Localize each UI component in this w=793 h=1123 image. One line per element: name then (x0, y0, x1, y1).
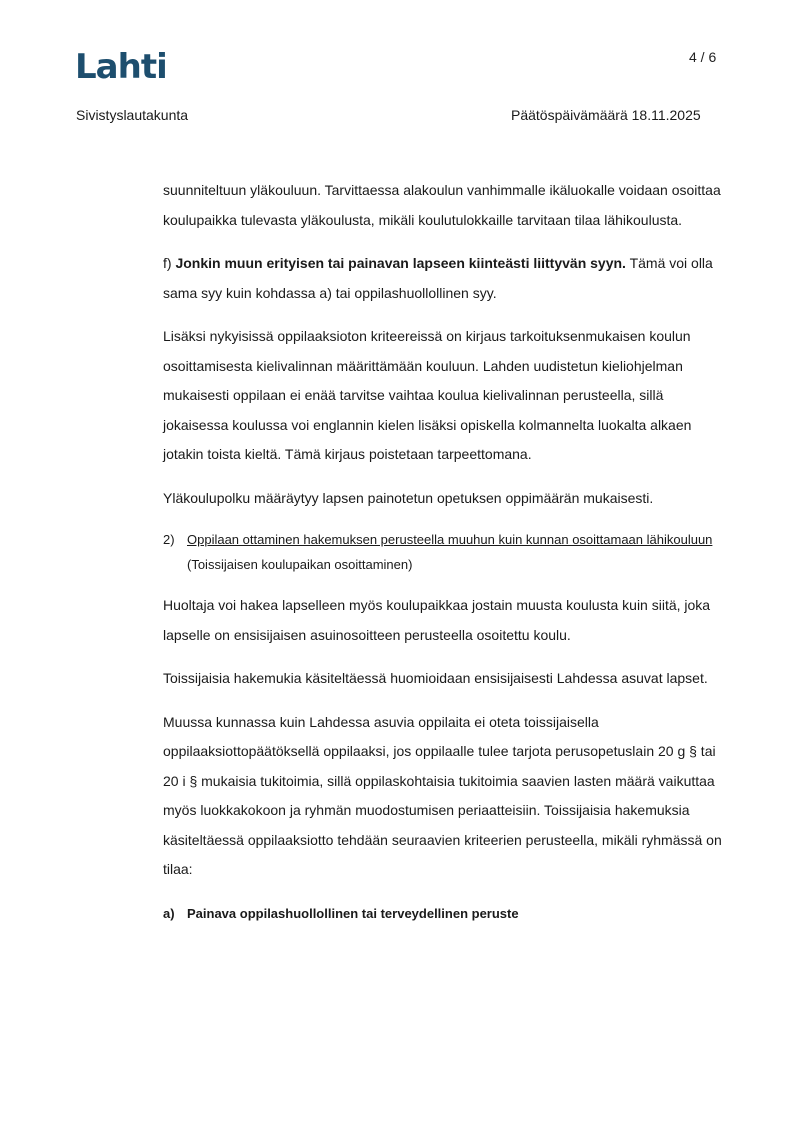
item-number: 2) (163, 532, 175, 547)
section-link[interactable]: Oppilaan ottaminen hakemuksen perusteella muuhun kuin kunnan osoittamaan lähikouluun (187, 532, 713, 547)
paragraph-f (163, 249, 723, 308)
heading-text: Painava oppilashuollollinen tai terveydellinen peruste (187, 905, 519, 921)
paragraph: Huoltaja voi hakea lapselleen myös koulupaikkaa jostain muusta koulusta kuin siitä, joka lapselle on ensisijaisen asuinosoitteen perusteella osoitettu koulu. (163, 597, 711, 643)
paragraph: Yläkoulupolku määräytyy lapsen painotetun opetuksen oppimäärän mukaisesti. (163, 489, 654, 506)
paragraph: Lisäksi nykyisissä oppilaaksioton kriteereissä on kirjaus tarkoituksenmukaisen koulun osoittamisesta kielivalinnan määrittämään kouluun. Lahden uudistetun kieliohjelman mukaisesti oppilaan ei enää tarvitse vaihtaa koulua kielivalinnan perusteella, sillä jokaisessa koulussa voi englannin kielen lisäksi opiskella kolmannelta luokalta alkaen jotakin toista kieltä. Tämä kirjaus poistetaan tarpeettomana. (163, 328, 692, 462)
svg-text:Lahti: Lahti (75, 48, 167, 82)
bold-phrase: Jonkin muun erityisen tai painavan lapseen kiinteästi liittyvän syyn. (175, 255, 626, 271)
organization-name: Sivistyslautakunta (76, 107, 189, 123)
document-body (163, 176, 723, 928)
paragraph: Muussa kunnassa kuin Lahdessa asuvia oppilaita ei oteta toissijaisella oppilaaksiottopäätöksellä oppilaaksi, jos oppilaalle tulee tarjota perusopetuslain 20 g § tai 20 i § mukaisia tukitoimia, sillä oppilaskohtaisia tukitoimia saavien lasten määrä vaikuttaa myös luokkakokoon ja ryhmän muodostumisen periaatteisiin. Toissijaisia hakemuksia käsiteltäessä oppilaaksiotto tehdään seuraavien kriteerien perusteella, mikäli ryhmässä on tilaa: (163, 713, 722, 877)
lahti-logo (75, 48, 167, 82)
criteria-heading-a (163, 899, 723, 929)
page-number: 4 / 6 (689, 49, 717, 65)
item-letter: f) (163, 255, 176, 271)
numbered-item-2 (163, 527, 723, 577)
item-letter: a) (163, 905, 175, 921)
decision-date: Päätöspäivämäärä 18.11.2025 (511, 107, 701, 123)
item-text: (Toissijaisen koulupaikan osoittaminen) (187, 557, 413, 572)
paragraph-text: Tämä voi olla sama syy kuin kohdassa a) tai oppilashuollollinen syy. (163, 255, 713, 301)
paragraph: Toissijaisia hakemukia käsiteltäessä huomioidaan ensisijaisesti Lahdessa asuvat lapset. (163, 670, 708, 686)
paragraph: suunniteltuun yläkouluun. Tarvittaessa alakoulun vanhimmalle ikäluokalle voidaan osoittaa koulupaikka tulevasta yläkoulusta, mikäli koulutulokkaille tarvitaan tilaa lähikoulusta. (163, 182, 721, 228)
